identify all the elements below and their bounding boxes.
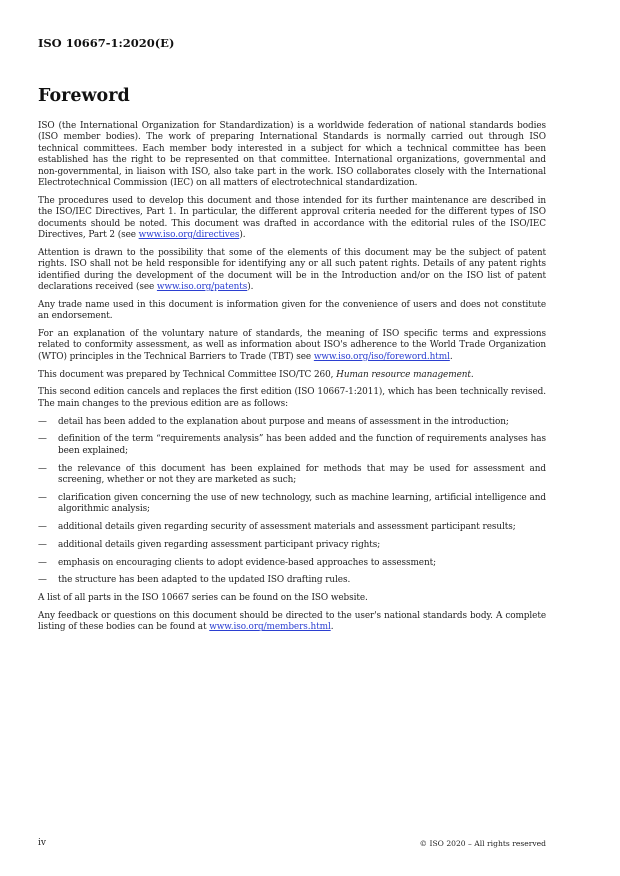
list-item: — definition of the term “requirements analysis” has been added and the function of requirements analyses has been explained;: [38, 434, 546, 456]
dash-bullet-icon: —: [38, 463, 47, 474]
section-title: Foreword: [38, 86, 130, 106]
document-page: [38, 0, 546, 876]
link-patents[interactable]: www.iso.org/patents: [156, 282, 248, 293]
dash-bullet-icon: —: [38, 434, 47, 445]
paragraph-patents: Attention is drawn to the possibility that some of the elements of this document may be the subject of patent rights. ISO shall not be held responsible for identifying any or all such patent rights. Details of any patent rights identified during the development of the document will be in the Introduction and/or on the ISO list of patent declarations received (see www.iso.org/patents).: [38, 247, 546, 293]
dash-bullet-icon: —: [38, 416, 47, 427]
paragraph-trade-name: Any trade name used in this document is information given for the convenience of users and does not constitute an endorsement.: [38, 299, 546, 322]
list-item: — the structure has been adapted to the updated ISO drafting rules.: [38, 575, 351, 586]
changes-list: [38, 417, 546, 587]
dash-bullet-icon: —: [38, 492, 47, 503]
paragraph-voluntary-nature: For an explanation of the voluntary nature of standards, the meaning of ISO specific terms and expressions related to conformity assessment, as well as information about ISO's adherence to the World Trade Organization (WTO) principles in the Technical Barriers to Trade (TBT) see www.iso.org/iso/foreword.html.: [38, 329, 546, 362]
list-item: — emphasis on encouraging clients to adopt evidence-based approaches to assessment;: [38, 557, 437, 568]
paragraph-procedures: The procedures used to develop this document and those intended for its further maintenance are described in the ISO/IEC Directives, Part 1. In particular, the different approval criteria needed for the different types of ISO documents should be noted. This document was drafted in accordance with the editorial rules of the ISO/IEC Directives, Part 2 (see www.iso.org/directives).: [38, 195, 546, 241]
paragraph-edition: This second edition cancels and replaces the first edition (ISO 10667-1:2011), which has been technically revised. The main changes to the previous edition are as follows:: [38, 387, 546, 409]
copyright-notice: © ISO 2020 – All rights reserved: [419, 839, 546, 848]
foreword-body: [38, 121, 546, 640]
list-item: — the relevance of this document has been explained for methods that may be used for assessment and screening, whether or not they are marketed as such;: [38, 463, 546, 486]
paragraph-committee: This document was prepared by Technical Committee ISO/TC 260, Human resource management.: [38, 369, 474, 380]
paragraph-feedback: Any feedback or questions on this document should be directed to the user's national standards body. A complete listing of these bodies can be found at www.iso.org/members.html.: [38, 611, 546, 633]
list-item: — additional details given regarding assessment participant privacy rights;: [38, 539, 381, 550]
link-directives[interactable]: www.iso.org/directives: [138, 230, 240, 241]
committee-name: Human resource management: [336, 369, 471, 380]
list-item: — detail has been added to the explanation about purpose and means of assessment in the introduction;: [38, 416, 509, 427]
link-members[interactable]: www.iso.org/members.html: [209, 622, 331, 633]
document-identifier: ISO 10667-1:2020(E): [38, 36, 175, 50]
paragraph-iso-intro: ISO (the International Organization for Standardization) is a worldwide federation of national standards bodies (ISO member bodies). The work of preparing International Standards is normally carried out through ISO technical committees. Each member body interested in a subject for which a technical committee has been established has the right to be represented on that committee. International organizations, governmental and non-governmental, in liaison with ISO, also take part in the work. ISO collaborates closely with the International Electrotechnical Commission (IEC) on all matters of electrotechnical standardization.: [38, 121, 546, 189]
link-foreword[interactable]: www.iso.org/iso/foreword.html: [313, 351, 450, 362]
list-item: — clarification given concerning the use of new technology, such as machine learning, artificial intelligence and algorithmic analysis;: [38, 492, 546, 515]
dash-bullet-icon: —: [38, 522, 47, 533]
list-item: — additional details given regarding security of assessment materials and assessment participant results;: [38, 522, 516, 533]
dash-bullet-icon: —: [38, 557, 47, 568]
dash-bullet-icon: —: [38, 575, 47, 586]
page-number: iv: [38, 838, 46, 848]
dash-bullet-icon: —: [38, 539, 47, 550]
paragraph-series-list: A list of all parts in the ISO 10667 series can be found on the ISO website.: [38, 593, 368, 604]
